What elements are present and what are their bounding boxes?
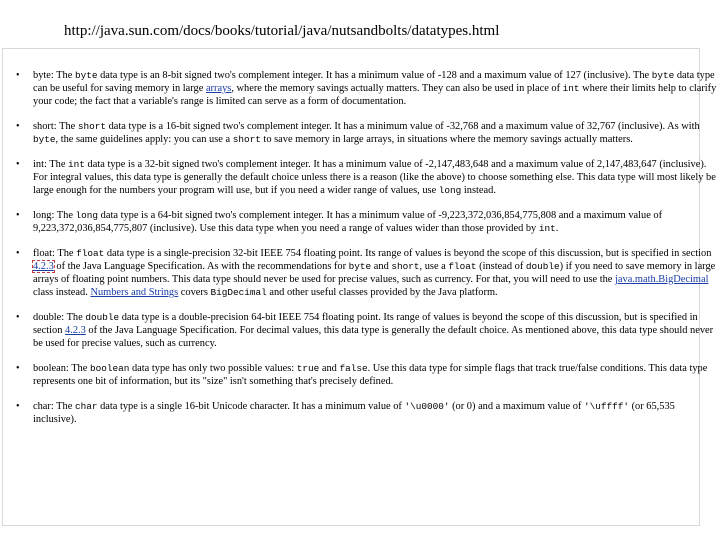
bullet-icon: • [16,121,20,132]
description-text: of the Java Language Specification. As with the recommendations for [53,261,349,272]
description-text: : The [43,159,69,170]
inline-code: int [562,83,580,94]
description-text: , the same guidelines apply: you can use a [55,134,233,145]
bigdecimal-link[interactable]: java.math.BigDecimal [615,274,709,285]
description-text: data type is a 16-bit signed two's complement integer. It has a minimum value of -32,768 and a maximum value of 32,767 (inclusive). As with [106,121,700,132]
inline-code: '\uffff' [583,401,629,412]
bullet-icon: • [16,210,20,221]
section-4-2-3-link[interactable]: 4.2.3 [33,261,54,272]
type-term: char [33,401,51,412]
description-text: data type is a 64-bit signed two's complement integer. It has a minimum value of -9,223,372,036,854,775,808 and a maximum value of 9,223,372,036,854,775,807 (inclusive). Use this data type when you need a range of values wider than those provided by [33,210,663,234]
description-text: (instead of [476,261,526,272]
type-item-int [16,158,718,197]
description-text: where their limits help to clarify your code; the fact that a variable's range is limited can serve as a form of documentation. [33,83,717,107]
description-text: : The [65,363,90,374]
inline-code: double [85,312,120,323]
type-term: float [33,248,53,259]
inline-code: false [339,363,368,374]
description-text: : The [50,401,75,412]
bullet-icon: • [16,70,20,81]
description-text: ) if you need to save memory in large arrays of floating point numbers. This data type should never be used for precise values, such as currency. For that, you will need to use the [33,261,716,285]
description-text: , use a [419,261,449,272]
description-text: : The [61,312,86,323]
document-page [2,48,717,526]
description-text: (or 0) and a maximum value of [449,401,584,412]
bullet-icon: • [16,312,20,323]
type-item-boolean [16,362,718,388]
description-text: : The [50,70,75,81]
description-text: , where the memory savings actually matters. They can also be used in place of [231,83,563,94]
inline-code: short [232,134,261,145]
type-item-byte [16,69,718,108]
description-text: data type is a 32-bit signed two's complement integer. It has a minimum value of -2,147,483,648 and a maximum value of 2,147,483,647 (inclusive). For integral values, this data type is generally the default choice unless there is a reason (like the above) to choose something else. This data type will most likely be large enough for the numbers your program will use, but if you need a wider range of values, use [33,159,716,196]
inline-code: boolean [89,363,130,374]
inline-code: byte [651,70,675,81]
description-text: covers [178,287,211,298]
type-item-char [16,400,718,426]
numbers-and-strings-link[interactable]: Numbers and Strings [90,287,179,298]
description-text: data type is a single-precision 32-bit IEEE 754 floating point. Its range of values is beyond the scope of this discussion, but is specified in section [104,248,712,259]
inline-code: int [68,159,85,170]
type-term: long [33,210,52,221]
description-text: instead. [461,185,496,196]
description-text: class instead. [33,287,91,298]
inline-code: short [391,261,420,272]
section-4-2-3-link-2[interactable]: 4.2.3 [65,325,86,336]
bullet-icon: • [16,363,20,374]
inline-code: byte [348,261,372,272]
inline-code: BigDecimal [210,287,267,298]
description-text: : The [52,248,77,259]
inline-code: long [438,185,462,196]
inline-code: byte [33,134,56,145]
description-text: data type is a single 16-bit Unicode character. It has a minimum value of [97,401,405,412]
inline-code: '\u0000' [404,401,450,412]
description-text: (or 65,535 inclusive). [33,401,675,425]
type-term: int [33,159,44,170]
description-text: . Use this data type for simple flags that track true/false conditions. This data type represents one bit of information, but its "size" isn't something that's precisely defined. [33,363,708,387]
inline-code: true [296,363,320,374]
inline-code: float [448,261,477,272]
bullet-icon: • [16,159,20,170]
type-item-float [16,247,718,299]
inline-code: char [74,401,98,412]
bullet-icon: • [16,248,20,259]
inline-code: byte [74,70,98,81]
type-item-short [16,120,718,146]
description-text: to save memory in large arrays, in situations where the memory savings actually matters. [260,134,633,145]
inline-code: short [77,121,106,132]
inline-code: double [525,261,560,272]
type-item-double [16,311,718,350]
inline-code: float [76,248,105,259]
description-text: and other useful classes provided by the Java platform. [266,287,498,298]
description-text: data type is a double-precision 64-bit IEEE 754 floating point. Its range of values is beyond the scope of this discussion, but is specified in section [33,312,698,336]
inline-code: int [538,223,556,234]
description-text: data type can be useful for saving memory in large [33,70,715,94]
type-term: boolean [33,363,66,374]
type-term: short [33,121,54,132]
type-term: byte [33,70,51,81]
description-text: data type has only two possible values: [129,363,297,374]
arrays-link[interactable]: arrays [205,83,232,94]
page-url: http://java.sun.com/docs/books/tutorial/java/nutsandbolts/datatypes.html [64,23,500,39]
inline-code: long [75,210,99,221]
description-text: data type is an 8-bit signed two's complement integer. It has a minimum value of -128 and a maximum value of 127 (inclusive). The [97,70,652,81]
type-item-long [16,209,718,235]
bullet-icon: • [16,401,20,412]
description-text: and [371,261,392,272]
type-term: double [33,312,62,323]
data-types-list [11,69,718,438]
description-text: : The [51,210,76,221]
description-text: of the Java Language Specification. For decimal values, this data type is generally the default choice. As mentioned above, this data type should never be used for precise values, such as currency. [33,325,714,349]
description-text: and [319,363,340,374]
description-text: . [555,223,559,234]
description-text: : The [53,121,78,132]
